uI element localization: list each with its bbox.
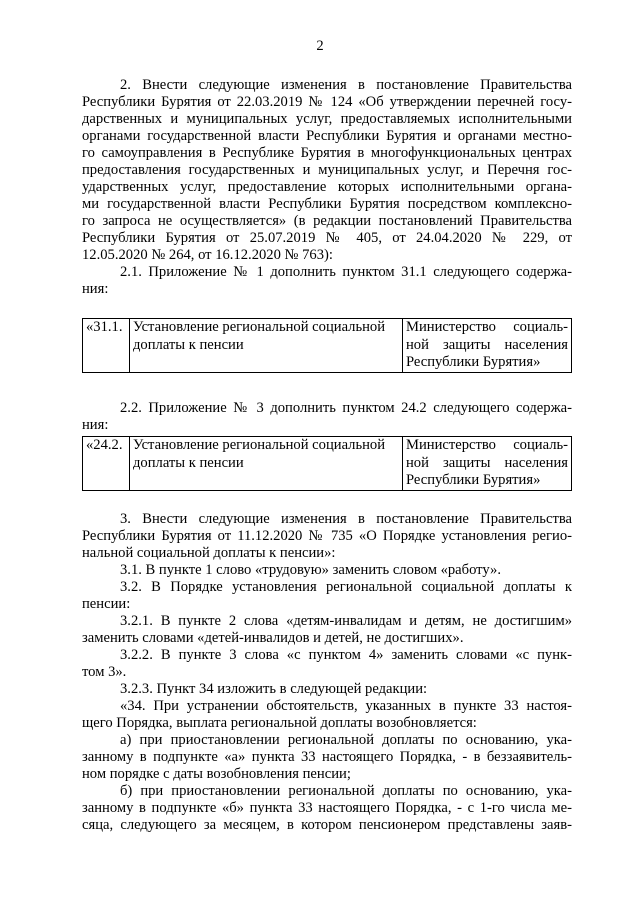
- table-cell-organization: [403, 319, 572, 373]
- paragraph-3-2-1: заменить словами «детей-инвалидов и детей, не достигших».: [82, 630, 464, 646]
- table-row: [83, 437, 572, 491]
- page-number: 2: [316, 38, 324, 54]
- table-cell-text: Республики Бурятия»: [406, 354, 541, 370]
- table-cell-text: доплаты к пенсии: [133, 336, 244, 353]
- section2-line: го запроса не осуществляется» (в редакции постановлений Правительства: [82, 213, 572, 229]
- paragraph-2-2: ния:: [82, 417, 109, 433]
- paragraph-3-2-2: 3.2.2. В пункте 3 слова «с пунктом 4» заменить словами «с пунк-: [120, 647, 572, 663]
- table-cell-text: доплаты к пенсии: [133, 454, 244, 471]
- section2-line: ударственных услуг, предоставление которых исполнительными органа-: [82, 179, 572, 195]
- paragraph-34: щего Порядка, выплата региональной доплаты возобновляется:: [82, 715, 477, 731]
- table-cell-organization: [403, 437, 572, 491]
- section2-line: 2. Внести следующие изменения в постановление Правительства: [120, 77, 572, 93]
- table-cell-text: ной защиты населения: [406, 336, 568, 353]
- subparagraph-b: б) при приостановлении региональной доплаты по основанию, ука-: [120, 783, 572, 799]
- subparagraph-a: а) при приостановлении региональной доплаты по основанию, ука-: [120, 732, 572, 748]
- subparagraph-b: сяца, следующего за месяцем, в котором пенсионером представлены заяв-: [82, 817, 572, 833]
- subparagraph-a: ном порядке с даты возобновления пенсии;: [82, 766, 351, 782]
- paragraph-2-1: 2.1. Приложение № 1 дополнить пунктом 31.1 следующего содержа-: [120, 264, 572, 280]
- section2-line: дарственных и муниципальных услуг, предоставляемых исполнительными: [82, 111, 572, 127]
- paragraph-3-2-3: 3.2.3. Пункт 34 изложить в следующей редакции:: [120, 681, 428, 697]
- paragraph-3-2-2: том 3».: [82, 664, 127, 680]
- section2-line: предоставления государственных и муниципальных услуг, и Перечня гос-: [82, 162, 572, 178]
- section3-intro: нальной социальной доплаты к пенсии»:: [82, 545, 336, 561]
- paragraph-3-1: 3.1. В пункте 1 слово «трудовую» заменить словом «работу».: [120, 562, 501, 578]
- paragraph-3-2: пенсии:: [82, 596, 131, 612]
- section2-line: органами государственной власти Республики Бурятия и органами местно-: [82, 128, 572, 144]
- table-cell-text: Республики Бурятия»: [406, 472, 541, 488]
- section2-line: го самоуправления в Республике Бурятия в многофункциональных центрах: [82, 145, 572, 161]
- table-cell-service: [130, 319, 403, 373]
- section2-line: Республики Бурятия от 25.07.2019 № 405, от 24.04.2020 № 229, от: [82, 230, 572, 246]
- section3-intro: Республики Бурятия от 11.12.2020 № 735 «О Порядке установления регио-: [82, 528, 572, 544]
- insert-table-2: [82, 436, 572, 491]
- table-cell-text: Установление региональной социальной: [133, 437, 386, 453]
- table-cell-text: Установление региональной социальной: [133, 319, 386, 335]
- section2-line: 12.05.2020 № 264, от 16.12.2020 № 763):: [82, 247, 333, 263]
- subparagraph-b: занному в подпункте «б» пункта 33 настоящего Порядка, - с 1-го числа ме-: [82, 800, 572, 816]
- paragraph-3-2: 3.2. В Порядке установления региональной социальной доплаты к: [120, 579, 572, 595]
- table-cell-number: «24.2.: [83, 437, 130, 491]
- table-cell-text: Министерство социаль-: [406, 319, 568, 335]
- table-cell-service: [130, 437, 403, 491]
- section2-line: ми государственной власти Республики Бурятия посредством комплексно-: [82, 196, 572, 212]
- paragraph-2-1: ния:: [82, 281, 109, 297]
- insert-table-1: [82, 318, 572, 373]
- paragraph-2-2: 2.2. Приложение № 3 дополнить пунктом 24.2 следующего содержа-: [120, 400, 572, 416]
- subparagraph-a: занному в подпункте «а» пункта 33 настоящего Порядка, - в беззаявитель-: [82, 749, 572, 765]
- table-cell-text: Министерство социаль-: [406, 437, 568, 453]
- section2-line: Республики Бурятия от 22.03.2019 № 124 «Об утверждении перечней госу-: [82, 94, 572, 110]
- table-row: [83, 319, 572, 373]
- table-cell-text: ной защиты населения: [406, 454, 568, 471]
- table-cell-number: «31.1.: [83, 319, 130, 373]
- paragraph-34: «34. При устранении обстоятельств, указанных в пункте 33 настоя-: [120, 698, 572, 714]
- section3-intro: 3. Внести следующие изменения в постановление Правительства: [120, 511, 572, 527]
- paragraph-3-2-1: 3.2.1. В пункте 2 слова «детям-инвалидам и детям, не достигшим»: [120, 613, 572, 629]
